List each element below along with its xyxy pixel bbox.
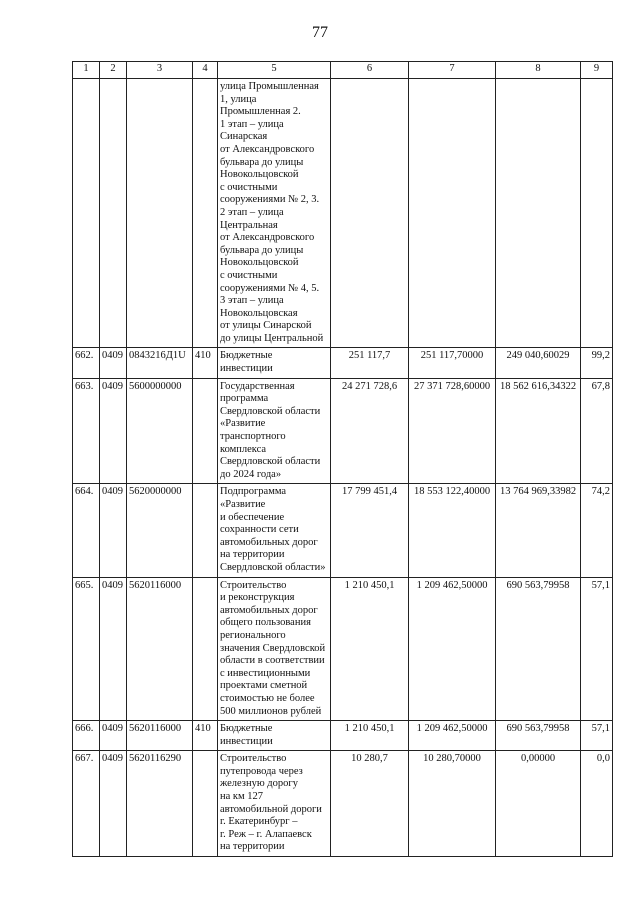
row-number: 663. bbox=[73, 378, 100, 484]
table-row bbox=[73, 348, 613, 378]
expense-type bbox=[193, 79, 218, 348]
expense-type bbox=[193, 484, 218, 577]
col-header-5: 5 bbox=[218, 62, 331, 79]
target-code bbox=[127, 79, 193, 348]
col-header-1: 1 bbox=[73, 62, 100, 79]
header-row bbox=[73, 62, 613, 79]
col-header-8: 8 bbox=[496, 62, 581, 79]
executed-amount: 690 563,79958 bbox=[496, 577, 581, 721]
expense-type bbox=[193, 378, 218, 484]
expense-type: 410 bbox=[193, 348, 218, 378]
approved-amount: 1 209 462,50000 bbox=[409, 721, 496, 751]
section-code: 0409 bbox=[100, 348, 127, 378]
section-code: 0409 bbox=[100, 721, 127, 751]
executed-amount: 690 563,79958 bbox=[496, 721, 581, 751]
execution-percent: 57,1 bbox=[581, 577, 613, 721]
approved-amount: 1 209 462,50000 bbox=[409, 577, 496, 721]
col-header-7: 7 bbox=[409, 62, 496, 79]
execution-percent: 74,2 bbox=[581, 484, 613, 577]
section-code: 0409 bbox=[100, 577, 127, 721]
approved-amount: 27 371 728,60000 bbox=[409, 378, 496, 484]
col-header-3: 3 bbox=[127, 62, 193, 79]
page-number: 77 bbox=[312, 24, 328, 41]
item-name: Строительство путепровода через железную дорогу на км 127 автомобильной дороги г. Екатеринбург – г. Реж – г. Алапаевск на территории bbox=[218, 751, 331, 857]
section-code: 0409 bbox=[100, 751, 127, 857]
planned-amount: 1 210 450,1 bbox=[331, 577, 409, 721]
row-number: 666. bbox=[73, 721, 100, 751]
col-header-9: 9 bbox=[581, 62, 613, 79]
executed-amount: 18 562 616,34322 bbox=[496, 378, 581, 484]
execution-percent: 57,1 bbox=[581, 721, 613, 751]
target-code: 5620000000 bbox=[127, 484, 193, 577]
row-number bbox=[73, 79, 100, 348]
approved-amount: 18 553 122,40000 bbox=[409, 484, 496, 577]
approved-amount bbox=[409, 79, 496, 348]
section-code bbox=[100, 79, 127, 348]
item-name: Подпрограмма «Развитие и обеспечение сохранности сети автомобильных дорог на территории Свердловской области» bbox=[218, 484, 331, 577]
executed-amount: 0,00000 bbox=[496, 751, 581, 857]
planned-amount: 251 117,7 bbox=[331, 348, 409, 378]
item-name: Бюджетные инвестиции bbox=[218, 348, 331, 378]
table-row bbox=[73, 79, 613, 348]
planned-amount bbox=[331, 79, 409, 348]
budget-table bbox=[72, 61, 613, 857]
table-row bbox=[73, 484, 613, 577]
row-number: 667. bbox=[73, 751, 100, 857]
row-number: 662. bbox=[73, 348, 100, 378]
planned-amount: 1 210 450,1 bbox=[331, 721, 409, 751]
table-row bbox=[73, 751, 613, 857]
execution-percent: 0,0 bbox=[581, 751, 613, 857]
executed-amount bbox=[496, 79, 581, 348]
target-code: 5620116000 bbox=[127, 721, 193, 751]
row-number: 665. bbox=[73, 577, 100, 721]
table-row bbox=[73, 721, 613, 751]
section-code: 0409 bbox=[100, 484, 127, 577]
executed-amount: 13 764 969,33982 bbox=[496, 484, 581, 577]
item-name: Бюджетные инвестиции bbox=[218, 721, 331, 751]
execution-percent: 99,2 bbox=[581, 348, 613, 378]
target-code: 5620116290 bbox=[127, 751, 193, 857]
planned-amount: 10 280,7 bbox=[331, 751, 409, 857]
execution-percent bbox=[581, 79, 613, 348]
planned-amount: 17 799 451,4 bbox=[331, 484, 409, 577]
planned-amount: 24 271 728,6 bbox=[331, 378, 409, 484]
expense-type bbox=[193, 751, 218, 857]
approved-amount: 251 117,70000 bbox=[409, 348, 496, 378]
execution-percent: 67,8 bbox=[581, 378, 613, 484]
executed-amount: 249 040,60029 bbox=[496, 348, 581, 378]
table-row bbox=[73, 378, 613, 484]
item-name: Строительство и реконструкция автомобильных дорог общего пользования регионального значения Свердловской области в соответствии с инвестиционными проектами сметной стоимостью не более 500 миллионов рублей bbox=[218, 577, 331, 721]
item-name: Государственная программа Свердловской области «Развитие транспортного комплекса Свердловской области до 2024 года» bbox=[218, 378, 331, 484]
expense-type bbox=[193, 577, 218, 721]
table-row bbox=[73, 577, 613, 721]
target-code: 5620116000 bbox=[127, 577, 193, 721]
target-code: 0843216Д1U bbox=[127, 348, 193, 378]
row-number: 664. bbox=[73, 484, 100, 577]
col-header-4: 4 bbox=[193, 62, 218, 79]
approved-amount: 10 280,70000 bbox=[409, 751, 496, 857]
col-header-6: 6 bbox=[331, 62, 409, 79]
target-code: 5600000000 bbox=[127, 378, 193, 484]
col-header-2: 2 bbox=[100, 62, 127, 79]
expense-type: 410 bbox=[193, 721, 218, 751]
item-name: улица Промышленная 1, улица Промышленная 2. 1 этап – улица Синарская от Александровского бульвара до улицы Новокольцовской с очистными сооружениями № 2, 3. 2 этап – улица Центральная от Александровского бульвара до улицы Новокольцовской с очистными сооружениями № 4, 5. 3 этап – улица Новокольцовская от улицы Синарской до улицы Центральной bbox=[218, 79, 331, 348]
section-code: 0409 bbox=[100, 378, 127, 484]
